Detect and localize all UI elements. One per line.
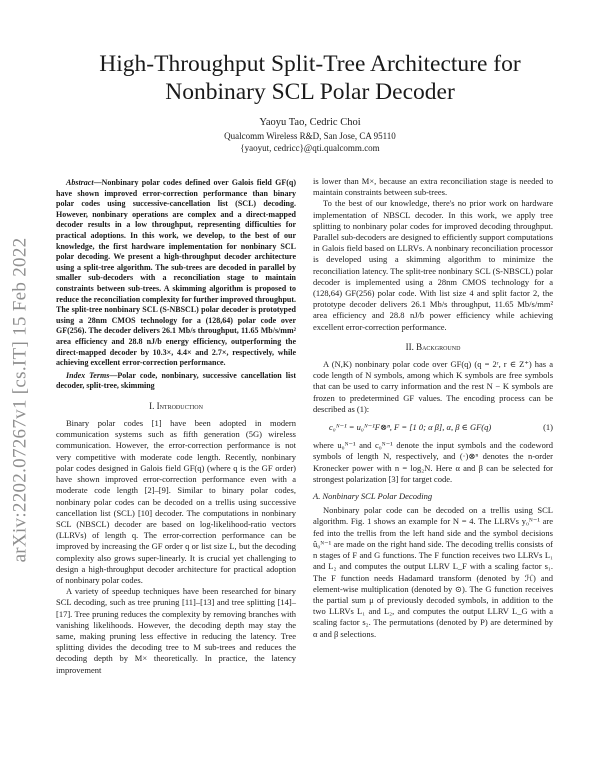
abstract xyxy=(56,178,296,369)
intro-paragraph-2: A variety of speedup techniques have been researched for binary SCL decoding, such as tree pruning [11]–[13] and tree splitting [14]–[17]. Tree pruning reduces the complexity by removing branches with vanishing likelihoods. However, the decoding depth may stay the same, making pruning less effective in reducing the latency. Tree splitting divides the decoding tree to M sub-trees and reduces the decoding depth by M× theoretically. In practice, the latency improvement xyxy=(56,586,296,675)
section-heading-introduction: I. Introduction xyxy=(149,400,203,411)
paper-title xyxy=(60,50,560,106)
paper-title-line-1: High-Throughput Split-Tree Architecture for xyxy=(99,51,521,77)
background-paragraph-2: where u₀ᴺ⁻¹ and c₀ᴺ⁻¹ denote the input symbols and the codeword symbols of length N, respectively, and (·)⊗ⁿ denotes the n-order Kronecker power with n = log₂N. Here α and β can be selected for strongest polarization [3] for target code. xyxy=(313,440,553,484)
background-paragraph-1: A (N,K) nonbinary polar code over GF(q) (q = 2ʳ, r ∈ Z⁺) has a code length of N symbols, among which K symbols are free symbols that can be used to carry information and the rest N − K symbols are frozen to predetermined GF values. The encoding process can be described as (1): xyxy=(313,359,553,414)
equation-number: (1) xyxy=(543,422,553,433)
section-heading-background: II. Background xyxy=(405,341,461,352)
author-emails: {yaoyut, cedricc}@qti.qualcomm.com xyxy=(240,143,380,153)
affiliation: Qualcomm Wireless R&D, San Jose, CA 95110 xyxy=(224,131,396,141)
background-paragraph-3: Nonbinary polar code can be decoded on a trellis using SCL algorithm. Fig. 1 shows an example for N = 4. The LLRVs y₀ᴺ⁻¹ are fed into the trellis from the left hand side and the symbol decisions û₀ᴺ⁻¹ are made on the right hand side. The decoding trellis consists of n stages of F and G functions. The F function receives two LLRVs L₁ and L₂ and computes the output LLRV L_F with a scaling factor s₁. The F function needs Hadamard transform (denoted by ℋ) and element-wise multiplication (denoted by ⊙). The G function receives the partial sum μ of previously decoded symbols, in addition to the two LLRVs L₁ and L₂, and computes the output LLRV L_G with a scaling factor s₂. The permutations (denoted by P) are determined by α and β selections. xyxy=(313,505,553,639)
intro-paragraph-1: Binary polar codes [1] have been adopted in modern communication systems such as fifth generation (5G) wireless communication. However, the error-correction performance is not very competitive with moderate code length. Recently, nonbinary polar codes designed in Galois field GF(q) (where q is the GF order) have shown improved error-correction performance even with a moderate code length [2]–[9]. Similar to binary polar codes, nonbinary polar codes can be decoded on a trellis using successive cancellation list (SCL) [10] decoder. The computations in nonbinary SCL (NBSCL) decoder are based on log-likelihood-ratio vectors (LLRVs) of length q. The error-correction performance can be improved by increasing the GF order q or list size L, but the decoding complexity also grows super-linearly. It is crucial yet challenging to design a high-throughput decoder architecture for practical adoption of nonbinary polar codes. xyxy=(56,418,296,585)
abstract-text: —Nonbinary polar codes defined over Galois field GF(q) have shown improved error-correction performance than binary polar codes using successive-cancellation list (SCL) decoding. However, nonbinary operations are complex and a direct-mapped decoder results in a low throughput, representing difficulties for practical adoptions. In this work, we develop, to the best of our knowledge, the first hardware implementation for nonbinary SCL polar decoding. We present a high-throughput decoder architecture using a split-tree algorithm. The sub-trees are decoded in parallel by smaller sub-decoders with a reconciliation stage to maintain constraints between sub-trees. A skimming algorithm is proposed to reduce the reconciliation complexity for further improved throughput. The split-tree nonbinary SCL (S-NBSCL) polar decoder is prototyped using a 28nm CMOS technology for a (128,64) polar code over GF(256). The decoder delivers 26.1 Mb/s throughput, 11.65 Mb/s/mm² area efficiency and 28.8 nJ/b energy efficiency, outperforming the direct-mapped decoder by 10.3×, 4.4× and 2.7×, respectively, while achieving excellent error-correction performance. xyxy=(56,178,296,368)
arxiv-identifier: arXiv:2202.07267v1 [cs.IT] 15 Feb 2022 xyxy=(9,237,31,563)
left-column xyxy=(56,178,296,676)
intro-paragraph-continued: is lower than M×, because an extra reconciliation stage is needed to maintain constraints between sub-trees. xyxy=(313,176,553,198)
paper-title-line-2: Nonbinary SCL Polar Decoder xyxy=(165,79,455,105)
subsection-heading-nonbinary-scl: A. Nonbinary SCL Polar Decoding xyxy=(313,491,433,502)
equation-body: c₀ᴺ⁻¹ = u₀ᴺ⁻¹F⊗ⁿ, F = [1 0; α β], α, β ∈ GF(q) xyxy=(329,422,492,433)
index-terms-label: Index Terms xyxy=(66,370,110,380)
right-column xyxy=(313,176,553,640)
index-terms xyxy=(56,371,296,392)
intro-paragraph-3: To the best of our knowledge, there's no prior work on hardware implementation of NBSCL decoder. In this work, we apply tree splitting to nonbinary polar codes for improved decoding throughput. Parallel sub-decoders are designed to efficiently support computations in Galois field based on LLRVs. A nonbinary reconciliation processor is developed using a skimming algorithm to minimize the reconciliation latency. The split-tree nonbinary SCL (S-NBSCL) polar decoder is implemented using a 28nm CMOS technology for a (128,64) GF(256) polar code. With list size 4 and split factor 2, the prototype decoder delivers 26.1 Mb/s throughput, 11.65 Mb/s/mm² area efficiency and 28.8 nJ/b power efficiency while achieving excellent error-correction performance. xyxy=(313,198,553,332)
index-terms-text: —Polar code, nonbinary, successive cancellation list decoder, split-tree, skimming xyxy=(56,370,297,391)
abstract-label: Abstract xyxy=(66,178,94,187)
authors: Yaoyu Tao, Cedric Choi xyxy=(259,117,361,128)
equation-1 xyxy=(313,422,553,433)
